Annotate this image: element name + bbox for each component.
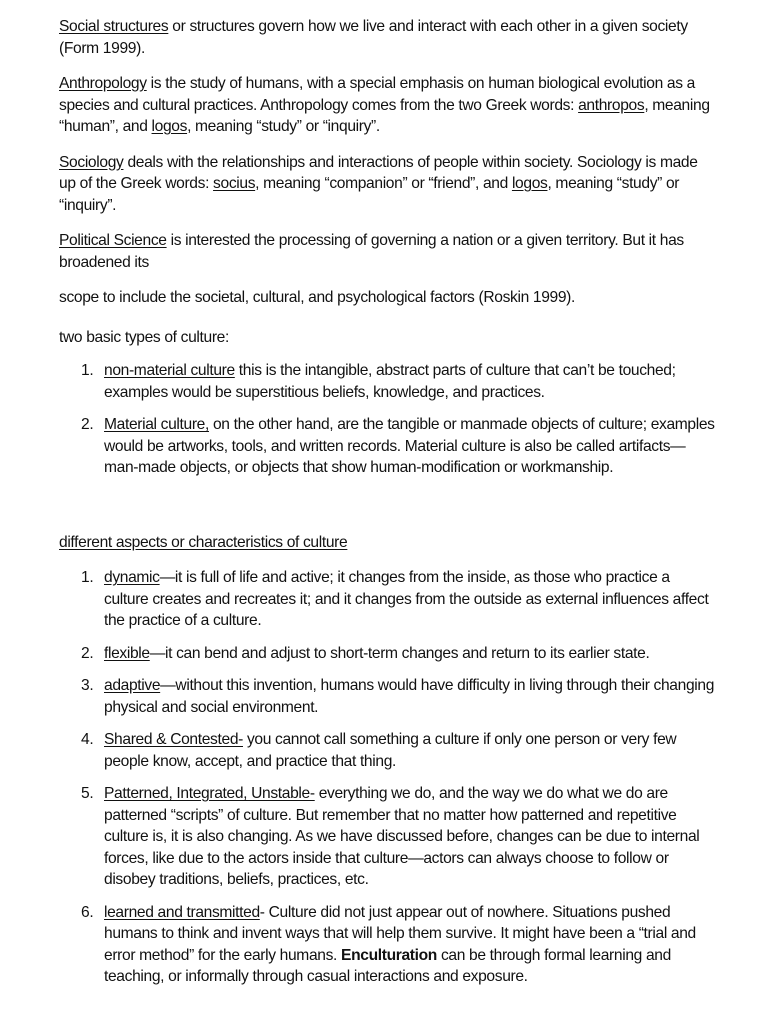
- term-patterned-integrated-unstable: Patterned, Integrated, Unstable-: [104, 785, 315, 802]
- term-sociology: Sociology: [59, 153, 124, 171]
- term-anthropology: Anthropology: [59, 75, 147, 92]
- list-item-text: on the other hand, are the tangible or manmade objects of culture; examples would be artworks, tools, and written records. Material culture is also be called artifacts—man-made objects, or objects that show human-modification or workmanship.: [104, 416, 715, 476]
- list-number: 3.: [81, 677, 94, 694]
- list-item-text: can be through formal learning and teaching, or informally through casual interactions and exposure.: [104, 946, 671, 985]
- list-item-text: this is the intangible, abstract parts of culture that can’t be touched; examples would be superstitious beliefs, knowledge, and practices.: [104, 362, 676, 401]
- paragraph-anthropology: [59, 73, 716, 138]
- term-anthropos: anthropos: [578, 96, 645, 114]
- term-logos: logos: [151, 118, 188, 135]
- list-item: [59, 675, 716, 718]
- list-item-text: —it is full of life and active; it changes from the inside, as those who practice a culture creates and recreates it; and it changes from the outside as external influences affect the practice of a culture.: [104, 569, 709, 629]
- term-flexible: flexible: [104, 644, 150, 662]
- list-item-text: - Culture did not just appear out of nowhere. Situations pushed humans to think and invent ways that will help them survive. It might have been a “trial and error method” for the early humans.: [104, 903, 696, 964]
- paragraph-sociology: [59, 152, 716, 217]
- term-learned-and-transmitted: learned and transmitted: [104, 903, 260, 921]
- term-political-science: Political Science: [59, 232, 167, 249]
- paragraph-text: deals with the relationships and interactions of people within society. Sociology is made up of the Greek words:: [59, 153, 698, 192]
- paragraph-text: , meaning “study” or “inquiry”.: [59, 175, 680, 214]
- list-item-text: you cannot call something a culture if only one person or very few people know, accept, and practice that thing.: [104, 731, 677, 770]
- list-item: [59, 414, 716, 479]
- list-number: 2.: [81, 644, 94, 662]
- list-item: [59, 902, 716, 988]
- paragraph-text: or structures govern how we live and interact with each other in a given society (Form 1999).: [59, 18, 688, 57]
- term-material-culture: Material culture,: [104, 416, 209, 433]
- term-logos: logos: [511, 175, 548, 192]
- term-dynamic: dynamic: [104, 569, 160, 586]
- paragraph-scope: scope to include the societal, cultural, and psychological factors (Roskin 1999).: [59, 289, 575, 306]
- list-number: 2.: [81, 416, 94, 433]
- list-number: 5.: [81, 785, 94, 802]
- term-shared-contested: Shared & Contested-: [104, 731, 243, 748]
- paragraph-political-science: [59, 230, 716, 273]
- term-enculturation: Enculturation: [341, 946, 437, 964]
- list-item: [59, 643, 716, 665]
- list-number: 1.: [81, 569, 94, 586]
- aspects-list: [59, 567, 716, 988]
- list-number: 1.: [81, 362, 94, 379]
- paragraph-text: , meaning “companion” or “friend”, and: [255, 175, 512, 192]
- term-non-material-culture: non-material culture: [104, 362, 235, 379]
- paragraph-text: is interested the processing of governing a nation or a given territory. But it has broadened its: [59, 232, 684, 271]
- list-number: 6.: [81, 903, 94, 921]
- list-item-text: everything we do, and the way we do what we do are patterned “scripts” of culture. But remember that no matter how patterned and repetitive culture is, it is also changing. As we have discussed before, changes can be due to internal forces, like due to the actors inside that culture—actors can always choose to follow or disobey traditions, beliefs, practices, etc.: [104, 785, 700, 888]
- section-title-types: two basic types of culture:: [59, 328, 229, 346]
- term-adaptive: adaptive: [104, 677, 161, 694]
- paragraph-text: , meaning “human”, and: [59, 96, 710, 135]
- paragraph-text: is the study of humans, with a special emphasis on human biological evolution as a species and cultural practices. Anthropology comes from the two Greek words:: [59, 75, 695, 114]
- paragraph-social-structures: [59, 16, 716, 59]
- list-item: [59, 783, 716, 891]
- list-item: [59, 360, 716, 403]
- list-item-text: —it can bend and adjust to short-term changes and return to its earlier state.: [149, 644, 650, 662]
- section-title-aspects: different aspects or characteristics of culture: [59, 533, 348, 551]
- list-item: [59, 567, 716, 632]
- term-social-structures: Social structures: [59, 18, 169, 35]
- types-list: [59, 360, 716, 479]
- list-number: 4.: [81, 731, 94, 748]
- list-item: [59, 729, 716, 772]
- list-item-text: —without this invention, humans would have difficulty in living through their changing physical and social environment.: [104, 677, 715, 716]
- term-socius: socius: [213, 175, 256, 192]
- paragraph-text: , meaning “study” or “inquiry”.: [187, 118, 380, 135]
